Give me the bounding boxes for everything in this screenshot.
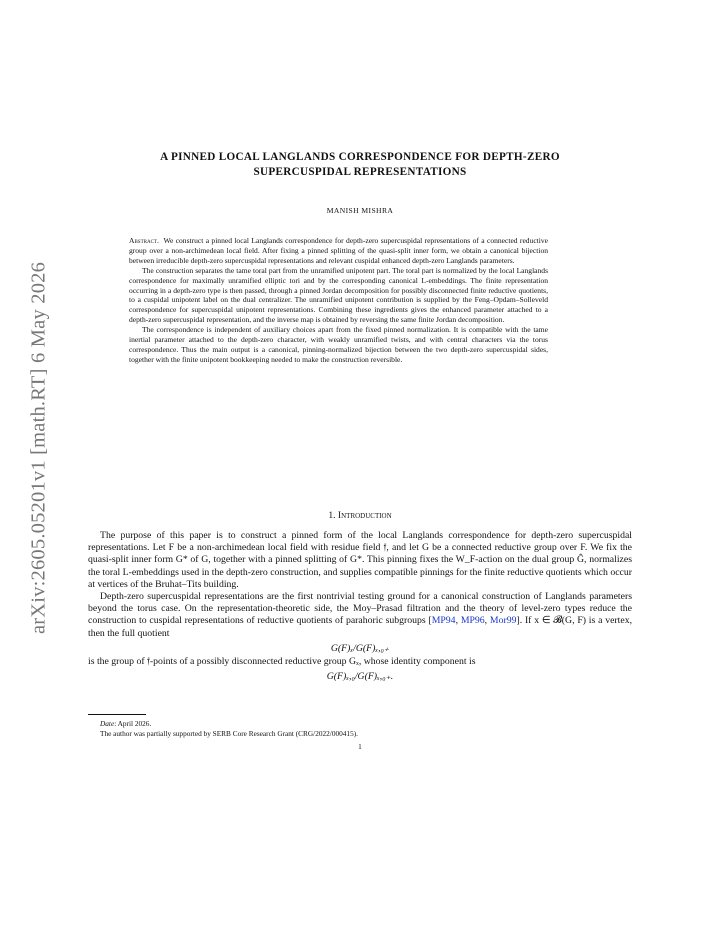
citation-separator: , <box>455 615 461 627</box>
paper-title-line-1: A PINNED LOCAL LANGLANDS CORRESPONDENCE FOR DEPTH-ZERO <box>160 151 560 163</box>
intro-paragraph-3: is the group of 𝔣-points of a possibly disconnected reductive group Gₓ, whose identity component is <box>88 656 476 668</box>
display-equation-identity-component: G(F)ₓ,₀/G(F)ₓ,₀₊. <box>326 671 394 683</box>
footnote-date <box>88 719 632 729</box>
citation-link-mor99[interactable]: Mor99 <box>489 615 517 627</box>
introduction-body <box>88 530 632 684</box>
paper-title-line-2: SUPERCUSPIDAL REPRESENTATIONS <box>253 166 467 178</box>
author-name: MANISH MISHRA <box>326 206 394 215</box>
citation-separator: , <box>484 615 490 627</box>
abstract-label: Abstract. <box>129 236 159 245</box>
citation-link-mp96[interactable]: MP96 <box>460 615 485 627</box>
arxiv-identifier-stamp <box>24 248 54 648</box>
section-heading-introduction: 1. Introduction <box>328 510 392 521</box>
citation-link-mp94[interactable]: MP94 <box>431 615 456 627</box>
page-number: 1 <box>358 742 362 751</box>
intro-paragraph-2-text: Depth-zero supercuspidal representations are the first nontrivial testing ground for a canonical construction of Langlands parameters beyond the torus case. On the representation-theoretic side, the Moy–Prasad filtration and the theory of level-zero types reduce the construction to cuspidal representations of reductive quotients of parahoric subgroups [ <box>88 591 632 627</box>
abstract-paragraph-1-text: We construct a pinned local Langlands correspondence for depth-zero supercuspidal representations of a connected reductive group over a non-archimedean local field. After fixing a pinned splitting of the quasi-split inner form, we obtain a canonical bijection between irreducible depth-zero supercuspidal representations and relevant cuspidal enhanced depth-zero Langlands parameters. <box>129 236 549 265</box>
footnote-support: The author was partially supported by SERB Core Research Grant (CRG/2022/000415). <box>100 729 358 738</box>
display-equation-quotient: G(F)ₓ/G(F)ₓ,₀₊ <box>330 642 390 654</box>
arxiv-identifier-text: arXiv:2605.05201v1 [math.RT] 6 May 2026 <box>27 261 50 635</box>
footnote-date-label: Date <box>100 719 115 728</box>
footnote-date-value: : April 2026. <box>114 719 152 728</box>
intro-paragraph-2 <box>88 591 632 640</box>
footnote-rule <box>88 714 146 715</box>
abstract-paragraph-1 <box>129 236 548 266</box>
intro-paragraph-1: The purpose of this paper is to construct a pinned form of the local Langlands correspondence for depth-zero supercuspidal representations. Let F be a non-archimedean local field with residue field 𝔣, and let G be a connected reductive group over F. We fix the quasi-split inner form G* of G, together with a pinned splitting of G*. This pinning fixes the W_F-action on the dual group Ĝ, normalizes the toral L-embeddings used in the depth-zero construction, and supplies compatible pinnings for the finite reductive quotients which occur at vertices of the Bruhat–Tits building. <box>88 530 632 590</box>
abstract-paragraph-3: The correspondence is independent of auxiliary choices apart from the fixed pinned normalization. It is compatible with the tame inertial parameter attached to the depth-zero character, with weakly unramified twists, and with central characters via the torus correspondence. Thus the main output is a canonical, pinning-normalized bijection between the two depth-zero supercuspidal sides, together with the finite unipotent bookkeeping needed to make the construction reversible. <box>129 325 548 364</box>
abstract-paragraph-2: The construction separates the tame toral part from the unramified unipotent part. The toral part is normalized by the local Langlands correspondence for maximally unramified elliptic tori and by the corresponding canonical L-embeddings. The finite representation occurring in a depth-zero type is then passed, through a pinned Jordan decomposition for possibly disconnected finite reductive quotients, to a cuspidal unipotent label on the dual centralizer. The unramified unipotent contribution is supplied by the Feng–Opdam–Solleveld correspondence for supercuspidal unipotent representations. Combining these ingredients gives the enhanced parameter attached to a depth-zero supercuspidal representation, and the inverse map is obtained by reversing the same finite Jordan decomposition. <box>129 265 548 325</box>
paper-title <box>88 150 632 180</box>
intro-paragraph-2-tail: ]. If x ∈ 𝓑(G, F) is a vertex, then the full quotient <box>88 615 633 639</box>
footnotes <box>88 719 632 739</box>
abstract <box>129 236 548 365</box>
